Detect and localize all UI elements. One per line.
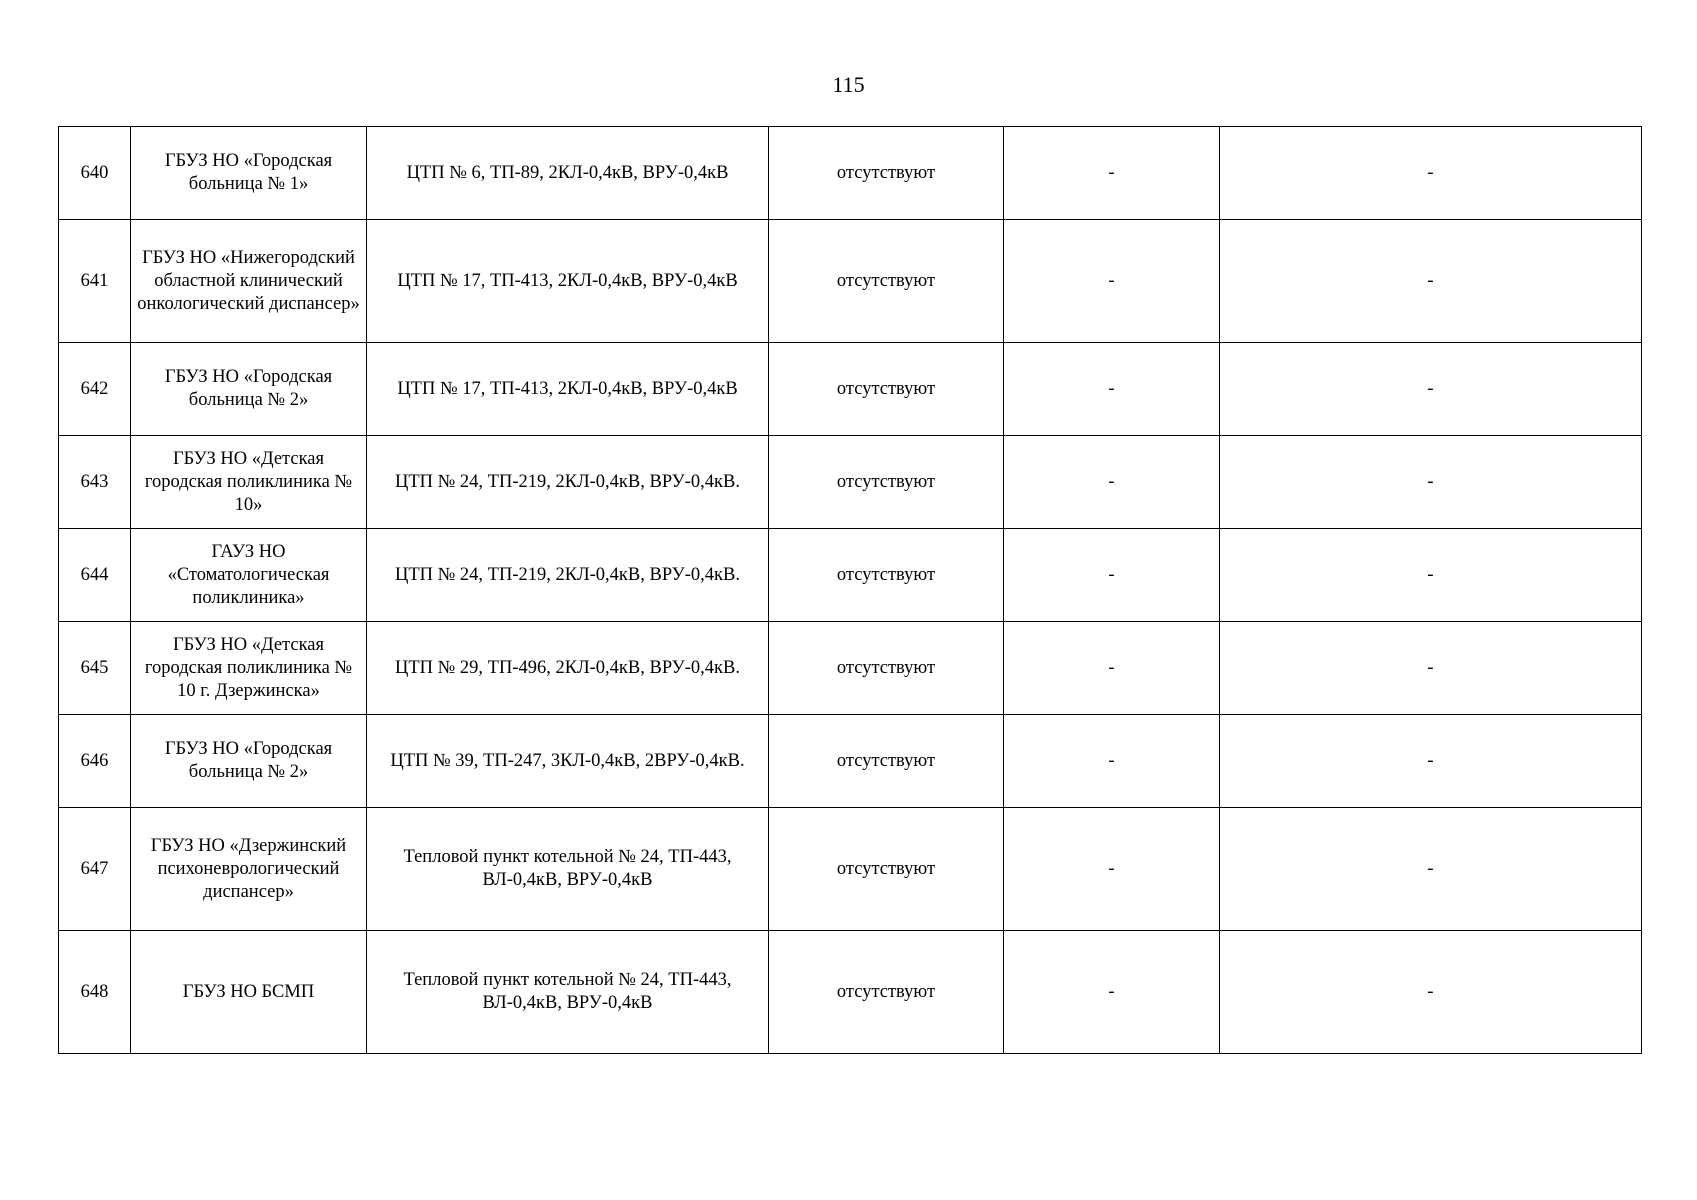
dash-cell: - (1220, 715, 1642, 808)
row-number: 642 (59, 343, 131, 436)
supply-source-cell: Тепловой пункт котельной № 24, ТП-443, ВЛ-0,4кВ, ВРУ-0,4кВ (367, 931, 769, 1054)
table-row (59, 931, 1642, 1054)
status-cell: отсутствуют (769, 715, 1004, 808)
dash-cell: - (1220, 808, 1642, 931)
dash-cell: - (1004, 529, 1220, 622)
organization-cell: ГБУЗ НО «Городская больница № 2» (131, 343, 367, 436)
organization-cell: ГАУЗ НО «Стоматологическая поликлиника» (131, 529, 367, 622)
table-row (59, 127, 1642, 220)
status-cell: отсутствуют (769, 622, 1004, 715)
organization-cell: ГБУЗ НО «Городская больница № 2» (131, 715, 367, 808)
supply-source-cell: ЦТП № 29, ТП-496, 2КЛ-0,4кВ, ВРУ-0,4кВ. (367, 622, 769, 715)
organization-cell: ГБУЗ НО «Детская городская поликлиника № 10» (131, 436, 367, 529)
organization-cell: ГБУЗ НО «Нижегородский областной клинический онкологический диспансер» (131, 220, 367, 343)
table-row (59, 436, 1642, 529)
dash-cell: - (1004, 622, 1220, 715)
row-number: 643 (59, 436, 131, 529)
dash-cell: - (1220, 529, 1642, 622)
dash-cell: - (1004, 715, 1220, 808)
table-row (59, 220, 1642, 343)
dash-cell: - (1220, 343, 1642, 436)
organization-cell: ГБУЗ НО «Дзержинский психоневрологический диспансер» (131, 808, 367, 931)
dash-cell: - (1004, 436, 1220, 529)
supply-source-cell: ЦТП № 17, ТП-413, 2КЛ-0,4кВ, ВРУ-0,4кВ (367, 343, 769, 436)
table-row (59, 622, 1642, 715)
row-number: 645 (59, 622, 131, 715)
table-row (59, 808, 1642, 931)
status-cell: отсутствуют (769, 931, 1004, 1054)
table-row (59, 343, 1642, 436)
dash-cell: - (1220, 931, 1642, 1054)
supply-source-cell: ЦТП № 24, ТП-219, 2КЛ-0,4кВ, ВРУ-0,4кВ. (367, 529, 769, 622)
organization-cell: ГБУЗ НО БСМП (131, 931, 367, 1054)
dash-cell: - (1004, 343, 1220, 436)
organization-cell: ГБУЗ НО «Детская городская поликлиника № 10 г. Дзержинска» (131, 622, 367, 715)
status-cell: отсутствуют (769, 343, 1004, 436)
status-cell: отсутствуют (769, 220, 1004, 343)
dash-cell: - (1220, 622, 1642, 715)
dash-cell: - (1220, 220, 1642, 343)
dash-cell: - (1220, 436, 1642, 529)
status-cell: отсутствуют (769, 436, 1004, 529)
supply-source-cell: ЦТП № 24, ТП-219, 2КЛ-0,4кВ, ВРУ-0,4кВ. (367, 436, 769, 529)
supply-source-cell: Тепловой пункт котельной № 24, ТП-443, ВЛ-0,4кВ, ВРУ-0,4кВ (367, 808, 769, 931)
row-number: 640 (59, 127, 131, 220)
row-number: 647 (59, 808, 131, 931)
dash-cell: - (1220, 127, 1642, 220)
dash-cell: - (1004, 931, 1220, 1054)
status-cell: отсутствуют (769, 808, 1004, 931)
dash-cell: - (1004, 220, 1220, 343)
dash-cell: - (1004, 127, 1220, 220)
table-row (59, 529, 1642, 622)
table-row (59, 715, 1642, 808)
organization-cell: ГБУЗ НО «Городская больница № 1» (131, 127, 367, 220)
status-cell: отсутствуют (769, 529, 1004, 622)
row-number: 641 (59, 220, 131, 343)
page-number: 115 (832, 72, 865, 97)
status-cell: отсутствуют (769, 127, 1004, 220)
row-number: 646 (59, 715, 131, 808)
row-number: 648 (59, 931, 131, 1054)
supply-source-cell: ЦТП № 39, ТП-247, 3КЛ-0,4кВ, 2ВРУ-0,4кВ. (367, 715, 769, 808)
dash-cell: - (1004, 808, 1220, 931)
data-table (58, 126, 1642, 1054)
supply-source-cell: ЦТП № 17, ТП-413, 2КЛ-0,4кВ, ВРУ-0,4кВ (367, 220, 769, 343)
supply-source-cell: ЦТП № 6, ТП-89, 2КЛ-0,4кВ, ВРУ-0,4кВ (367, 127, 769, 220)
row-number: 644 (59, 529, 131, 622)
